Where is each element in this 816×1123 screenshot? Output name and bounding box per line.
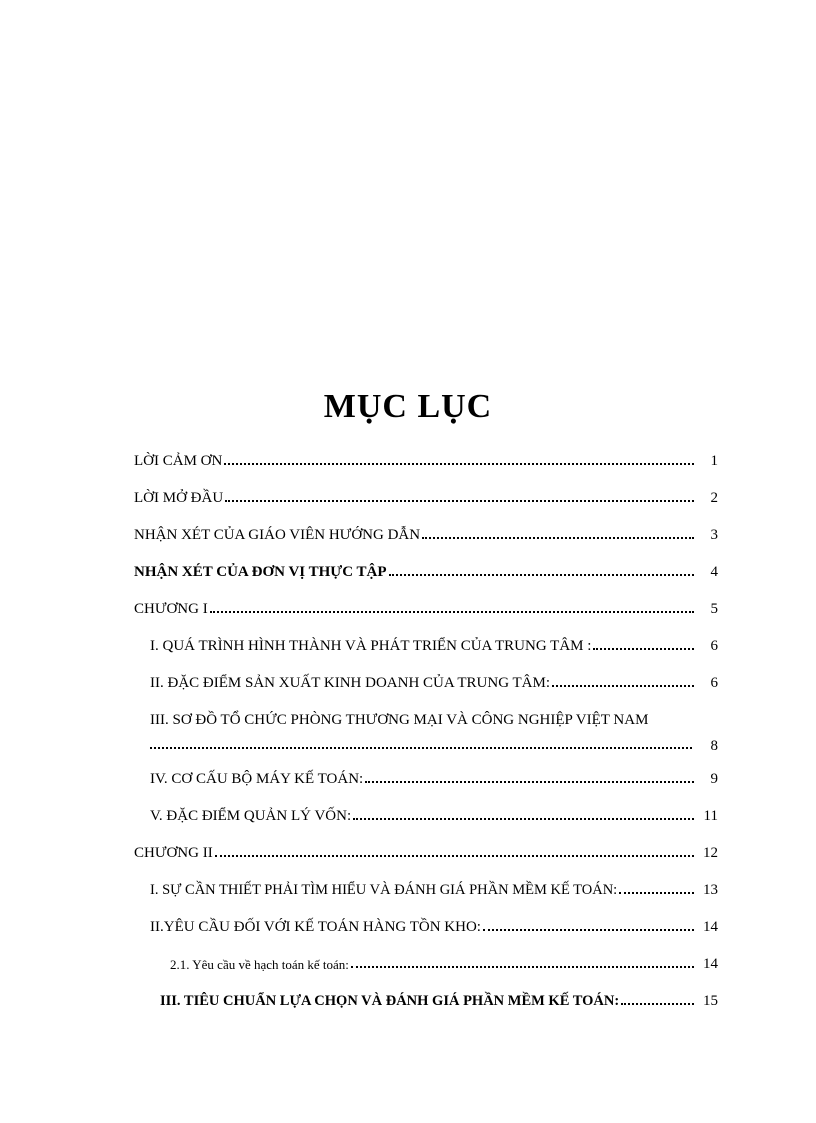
toc-entry-2-3[interactable] bbox=[160, 980, 718, 1010]
toc-leader-dots bbox=[225, 500, 694, 502]
toc-leader-dots bbox=[619, 892, 694, 894]
toc-entry-page: 14 bbox=[703, 956, 718, 972]
toc-entry-label: I. QUÁ TRÌNH HÌNH THÀNH VÀ PHÁT TRIỂN CỦA TRUNG TÂM : bbox=[150, 638, 592, 654]
toc-entry-loi-mo-dau[interactable] bbox=[134, 477, 718, 507]
toc-leader-dots bbox=[483, 929, 694, 931]
toc-entry-page: 13 bbox=[703, 882, 718, 898]
toc-entry-page: 6 bbox=[710, 638, 718, 654]
toc-entry-page: 6 bbox=[710, 675, 718, 691]
toc-entry-1-2[interactable] bbox=[150, 662, 718, 692]
toc-entry-nhan-xet-gv[interactable] bbox=[134, 514, 718, 544]
toc-entry-2-2[interactable] bbox=[150, 906, 718, 936]
toc-leader-dots bbox=[353, 818, 694, 820]
toc-entry-page: 5 bbox=[710, 601, 718, 617]
toc-leader-dots bbox=[224, 463, 694, 465]
toc-leader-dots bbox=[422, 537, 694, 539]
toc-leader-dots bbox=[150, 747, 692, 749]
toc-leader-dots bbox=[351, 966, 694, 968]
toc-entry-1-3[interactable] bbox=[150, 699, 718, 729]
toc-entry-page: 1 bbox=[710, 453, 718, 469]
toc-entry-page: 8 bbox=[710, 738, 718, 754]
toc-entry-1-4[interactable] bbox=[150, 758, 718, 788]
toc-entry-label: 2.1. Yêu cầu về hạch toán kế toán: bbox=[170, 957, 349, 972]
toc-entry-page: 2 bbox=[710, 490, 718, 506]
toc-entry-page: 14 bbox=[703, 919, 718, 935]
page-title: MỤC LỤC bbox=[323, 388, 493, 425]
toc-entry-page: 9 bbox=[710, 771, 718, 787]
toc-entry-label: CHƯƠNG I bbox=[134, 601, 208, 617]
toc-entry-label: III. TIÊU CHUẨN LỰA CHỌN VÀ ĐÁNH GIÁ PHẦN MỀM KẾ TOÁN: bbox=[160, 993, 620, 1009]
toc-entry-1-5[interactable] bbox=[150, 795, 718, 825]
toc-leader-dots bbox=[215, 855, 694, 857]
toc-entry-label: NHẬN XÉT CỦA ĐƠN VỊ THỰC TẬP bbox=[134, 564, 387, 580]
toc-entry-label: II. ĐẶC ĐIỂM SẢN XUẤT KINH DOANH CỦA TRUNG TÂM: bbox=[150, 675, 551, 691]
toc-entry-1-3-continuation bbox=[150, 731, 718, 755]
toc-leader-dots bbox=[621, 1003, 694, 1005]
toc-entry-label: III. SƠ ĐỒ TỔ CHỨC PHÒNG THƯƠNG MẠI VÀ CÔNG NGHIỆP VIỆT NAM bbox=[150, 712, 649, 728]
toc-leader-dots bbox=[552, 685, 694, 687]
toc-entry-2-2-1[interactable] bbox=[170, 943, 718, 973]
toc-entry-label: NHẬN XÉT CỦA GIÁO VIÊN HƯỚNG DẪN bbox=[134, 527, 421, 543]
toc-entry-1-1[interactable] bbox=[150, 625, 718, 655]
toc-entry-label: I. SỰ CẦN THIẾT PHẢI TÌM HIỂU VÀ ĐÁNH GIÁ PHẦN MỀM KẾ TOÁN: bbox=[150, 882, 618, 898]
toc-leader-dots bbox=[365, 781, 694, 783]
toc-leader-dots bbox=[210, 611, 694, 613]
toc-entry-label: LỜI CẢM ƠN bbox=[134, 453, 223, 469]
toc-entry-label: CHƯƠNG II bbox=[134, 845, 213, 861]
toc-entry-label: IV. CƠ CẤU BỘ MÁY KẾ TOÁN: bbox=[150, 771, 364, 787]
toc-entry-chuong-2[interactable] bbox=[134, 832, 718, 862]
toc-leader-dots bbox=[389, 574, 694, 576]
toc-entry-page: 11 bbox=[703, 808, 718, 824]
toc-entry-page: 15 bbox=[703, 993, 718, 1009]
toc-entry-label: II.YÊU CẦU ĐỐI VỚI KẾ TOÁN HÀNG TỒN KHO: bbox=[150, 919, 481, 935]
toc-entry-page: 4 bbox=[710, 564, 718, 580]
toc-entry-label: V. ĐẶC ĐIỂM QUẢN LÝ VỐN: bbox=[150, 808, 352, 824]
toc-entry-nhan-xet-don-vi[interactable] bbox=[134, 551, 718, 581]
toc-entry-page: 3 bbox=[710, 527, 718, 543]
toc-entry-loi-cam-on[interactable] bbox=[134, 440, 718, 470]
toc-entry-label: LỜI MỞ ĐẦU bbox=[134, 490, 224, 506]
toc-entry-2-1[interactable] bbox=[150, 869, 718, 899]
toc-entry-chuong-1[interactable] bbox=[134, 588, 718, 618]
toc-leader-dots bbox=[593, 648, 694, 650]
toc-entry-page: 12 bbox=[703, 845, 718, 861]
